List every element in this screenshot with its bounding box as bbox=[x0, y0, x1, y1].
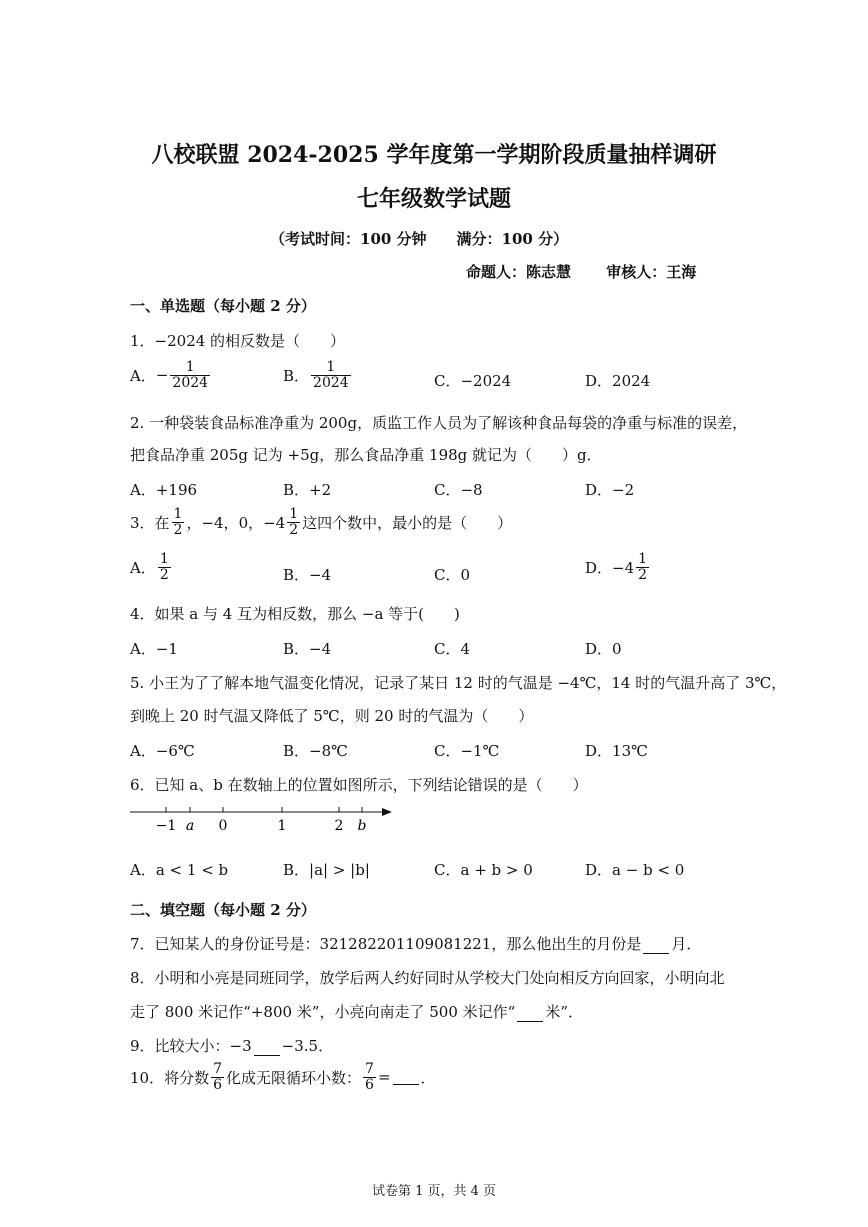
question-4-option-d: D．0 bbox=[585, 640, 622, 658]
equals-sign: = bbox=[377, 1068, 391, 1087]
stem-text: 化成无限循环小数： bbox=[226, 1068, 362, 1087]
question-1-option-c: C．−2024 bbox=[434, 372, 512, 390]
question-6-option-b: B．|a| > |b| bbox=[283, 861, 370, 879]
question-5-option-c: C．−1℃ bbox=[434, 742, 500, 760]
question-2-line-1: 2. 一种袋装食品标准净重为 200g，质监工作人员为了解该种食品每袋的净重与标准的误差， bbox=[130, 414, 748, 432]
question-8-line-1: 8．小明和小亮是同班同学，放学后两人约好同时从学校大门处向相反方向回家，小明向北 bbox=[130, 969, 725, 987]
question-6-option-d: D．a − b < 0 bbox=[585, 861, 685, 879]
label-minus-1: −1 bbox=[155, 818, 177, 834]
exam-subtitle: 七年级数学试题 bbox=[356, 186, 511, 212]
question-2-option-c: C．−8 bbox=[434, 481, 483, 499]
label-1: 1 bbox=[277, 818, 287, 834]
option-label: D．−4 bbox=[585, 558, 635, 577]
question-3-option-b: B．−4 bbox=[283, 566, 332, 584]
answer-blank bbox=[393, 1070, 419, 1085]
question-3-option-c: C．0 bbox=[434, 566, 471, 584]
question-1-option-a bbox=[130, 360, 212, 390]
question-5-option-b: B．−8℃ bbox=[283, 742, 348, 760]
fraction-numerator: 1 bbox=[311, 360, 351, 376]
question-2-line-2: 把食品净重 205g 记为 +5g，那么食品净重 198g 就记为（ ）g． bbox=[130, 446, 602, 464]
minus-sign: − bbox=[155, 366, 169, 385]
fraction-denominator: 2 bbox=[159, 566, 169, 583]
exam-info: （考试时间：100 分钟 满分：100 分） bbox=[270, 230, 569, 248]
question-4-option-a: A．−1 bbox=[130, 640, 178, 658]
author-info: 命题人：陈志慧 审核人：王海 bbox=[466, 263, 697, 281]
fraction-denominator: 2 bbox=[638, 566, 648, 583]
question-3-option-d bbox=[585, 552, 651, 582]
stem-text: 7．已知某人的身份证号是：321282201109081221，那么他出生的月份是 bbox=[130, 935, 642, 953]
option-label: A． bbox=[130, 366, 156, 385]
question-1-stem: 1．−2024 的相反数是（ ） bbox=[130, 332, 346, 350]
section-heading-fill-in: 二、填空题（每小题 2 分） bbox=[130, 901, 316, 919]
question-3-stem bbox=[130, 507, 512, 537]
question-2-option-a: A．+196 bbox=[130, 481, 198, 499]
answer-blank bbox=[643, 939, 669, 954]
question-6-option-a: A．a < 1 < b bbox=[130, 861, 229, 879]
fraction bbox=[363, 1062, 376, 1092]
page-footer: 试卷第 1 页，共 4 页 bbox=[371, 1184, 497, 1199]
fraction bbox=[158, 552, 171, 582]
stem-text: 这四个数中，最小的是（ ） bbox=[302, 513, 513, 532]
stem-text: 9．比较大小：−3 bbox=[130, 1037, 252, 1055]
question-5-line-1: 5. 小王为了了解本地气温变化情况，记录了某日 12 时的气温是 −4℃，14 时的气温升高了 3℃， bbox=[130, 674, 787, 692]
question-6-option-c: C．a + b > 0 bbox=[434, 861, 533, 879]
fraction-numerator: 1 bbox=[638, 551, 648, 567]
fraction-numerator: 7 bbox=[213, 1061, 223, 1077]
fraction bbox=[636, 552, 649, 582]
question-2-option-b: B．+2 bbox=[283, 481, 332, 499]
stem-text: 米”． bbox=[545, 1003, 583, 1021]
stem-text: 月． bbox=[671, 935, 702, 953]
fraction-denominator: 2 bbox=[173, 521, 183, 538]
label-b: b bbox=[357, 818, 367, 834]
stem-text: −3.5． bbox=[281, 1037, 334, 1055]
stem-text: 3．在 bbox=[130, 513, 170, 532]
option-label: B． bbox=[283, 366, 310, 385]
fraction-numerator: 1 bbox=[170, 360, 210, 376]
fraction bbox=[211, 1062, 224, 1092]
fraction-numerator: 7 bbox=[365, 1061, 374, 1077]
section-heading-single-choice: 一、单选题（每小题 2 分） bbox=[130, 297, 316, 315]
fraction bbox=[311, 360, 351, 390]
fraction-numerator: 1 bbox=[289, 506, 299, 522]
stem-text: ，−4，0，−4 bbox=[186, 513, 286, 532]
label-a: a bbox=[185, 818, 195, 834]
question-9 bbox=[130, 1035, 333, 1056]
stem-text: 10．将分数 bbox=[130, 1068, 210, 1087]
question-2-option-d: D．−2 bbox=[585, 481, 635, 499]
fraction bbox=[287, 507, 300, 537]
question-3-option-a bbox=[130, 552, 173, 582]
stem-text: ． bbox=[420, 1068, 436, 1087]
question-5-line-2: 到晚上 20 时气温又降低了 5℃，则 20 时的气温为（ ） bbox=[130, 707, 534, 725]
question-7 bbox=[130, 933, 701, 954]
exam-title: 八校联盟 2024-2025 学年度第一学期阶段质量抽样调研 bbox=[151, 142, 717, 168]
question-4-stem: 4．如果 a 与 4 互为相反数，那么 −a 等于( ) bbox=[130, 605, 460, 623]
fraction bbox=[170, 360, 210, 390]
fraction-numerator: 1 bbox=[173, 506, 183, 522]
option-label: A． bbox=[130, 558, 156, 577]
fraction-numerator: 1 bbox=[159, 551, 169, 567]
question-1-option-d: D．2024 bbox=[585, 372, 651, 390]
answer-blank bbox=[517, 1007, 543, 1022]
question-8-line-2 bbox=[130, 1001, 583, 1022]
fraction-denominator: 2024 bbox=[313, 374, 349, 391]
number-line-figure bbox=[128, 800, 398, 834]
fraction-denominator: 6 bbox=[365, 1076, 374, 1093]
label-2: 2 bbox=[334, 818, 344, 834]
question-10 bbox=[130, 1062, 436, 1092]
question-5-option-a: A．−6℃ bbox=[130, 742, 195, 760]
question-4-option-b: B．−4 bbox=[283, 640, 332, 658]
fraction-denominator: 2024 bbox=[172, 374, 209, 391]
fraction bbox=[172, 507, 185, 537]
label-0: 0 bbox=[218, 818, 228, 834]
fraction-denominator: 2 bbox=[289, 521, 299, 538]
question-1-option-b bbox=[283, 360, 353, 390]
question-5-option-d: D．13℃ bbox=[585, 742, 648, 760]
question-6-stem: 6．已知 a、b 在数轴上的位置如图所示，下列结论错误的是（ ） bbox=[130, 776, 588, 794]
fraction-denominator: 6 bbox=[213, 1076, 223, 1093]
stem-text: 走了 800 米记作“+800 米”，小亮向南走了 500 米记作“ bbox=[130, 1003, 516, 1021]
number-line-arrow bbox=[382, 808, 392, 816]
question-4-option-c: C．4 bbox=[434, 640, 471, 658]
answer-blank bbox=[254, 1041, 280, 1056]
